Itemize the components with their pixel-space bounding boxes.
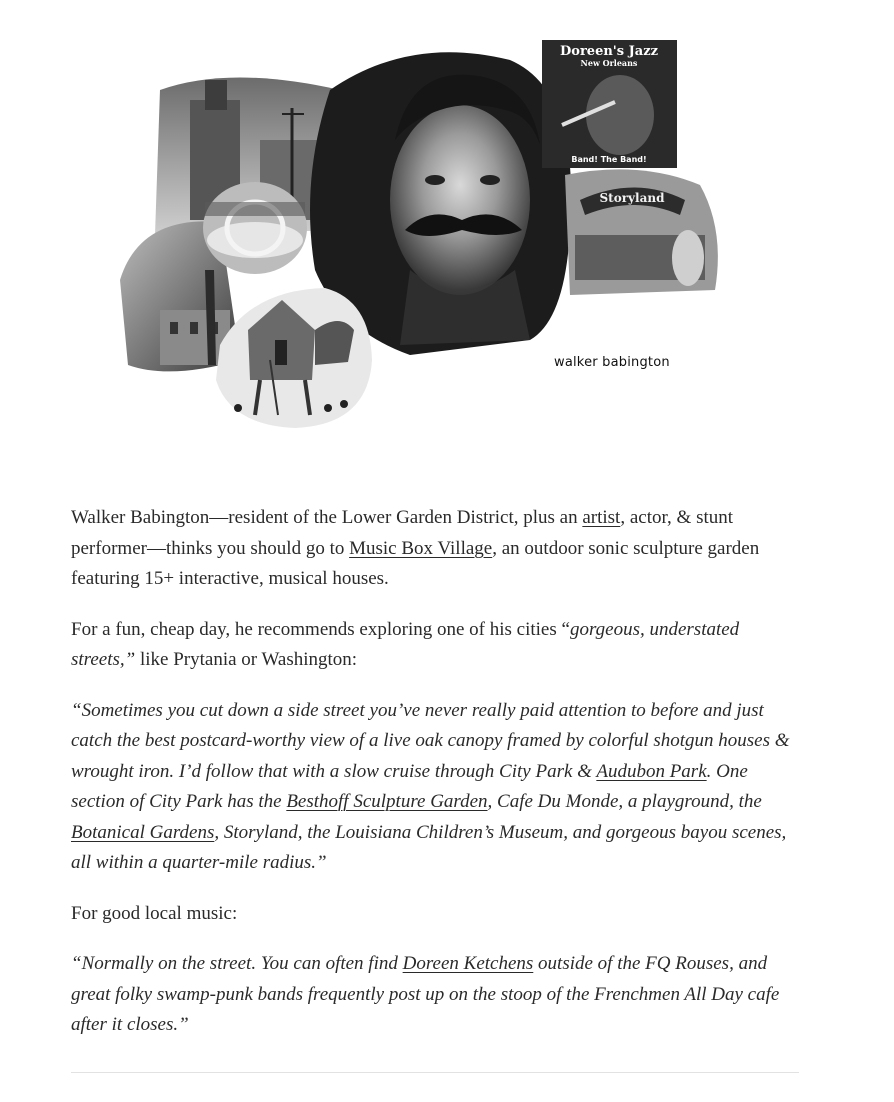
- artist-link[interactable]: artist: [582, 507, 621, 528]
- paragraph-recommendation: For a fun, cheap day, he recommends exploring one of his cities “gorgeous, understated streets,” like Prytania or Washington:: [71, 618, 740, 670]
- jazz-poster-band: Band! The Band!: [571, 155, 647, 164]
- jazz-poster-title: Doreen's Jazz: [560, 44, 658, 59]
- quote-streets: “Sometimes you cut down a side street you’ve never really paid attention to before and just catch the best postcard-worthy view of a live oak canopy framed by colorful shotgun houses & wrought iron. I’d follow that with a slow cruise through City Park & Audubon Park. One section of City Park has the Besthoff Sculpture Garden, Cafe Du Monde, a playground, the Botanical Gardens, Storyland, the Louisiana Children’s Museum, and gorgeous bayou scenes, all within a quarter-mile radius.”: [71, 699, 790, 873]
- paragraph-intro: Walker Babington—resident of the Lower Garden District, plus an artist, actor, & stunt performer—thinks you should go to Music Box Village, an outdoor sonic sculpture garden featuring 15+ interactive, musical houses.: [71, 507, 760, 589]
- trojan-horse-photo: [216, 288, 372, 428]
- storyland-photo: [565, 169, 718, 295]
- bayou-photo: [203, 182, 307, 274]
- storyland-sign: Storyland: [599, 191, 665, 205]
- paragraph-music: For good local music:: [71, 902, 238, 924]
- jazz-poster: [542, 40, 677, 168]
- collage-image: [110, 30, 730, 440]
- music-box-village-link[interactable]: Music Box Village: [349, 537, 493, 559]
- audubon-park-link[interactable]: Audubon Park: [596, 760, 707, 782]
- section-divider: [71, 1072, 799, 1073]
- botanical-gardens-link[interactable]: Botanical Gardens: [71, 821, 215, 843]
- besthoff-sculpture-garden-link[interactable]: Besthoff Sculpture Garden: [286, 791, 488, 812]
- doreen-ketchens-link[interactable]: Doreen Ketchens: [402, 953, 534, 974]
- article-body: [71, 503, 799, 1061]
- image-caption: walker babington: [554, 355, 670, 370]
- quote-music: “Normally on the street. You can often find Doreen Ketchens outside of the FQ Rouses, and great folky swamp-punk bands frequently post up on the stoop of the Frenchmen All Day cafe after it closes.”: [71, 953, 780, 1035]
- jazz-poster-subtitle: New Orleans: [580, 58, 638, 68]
